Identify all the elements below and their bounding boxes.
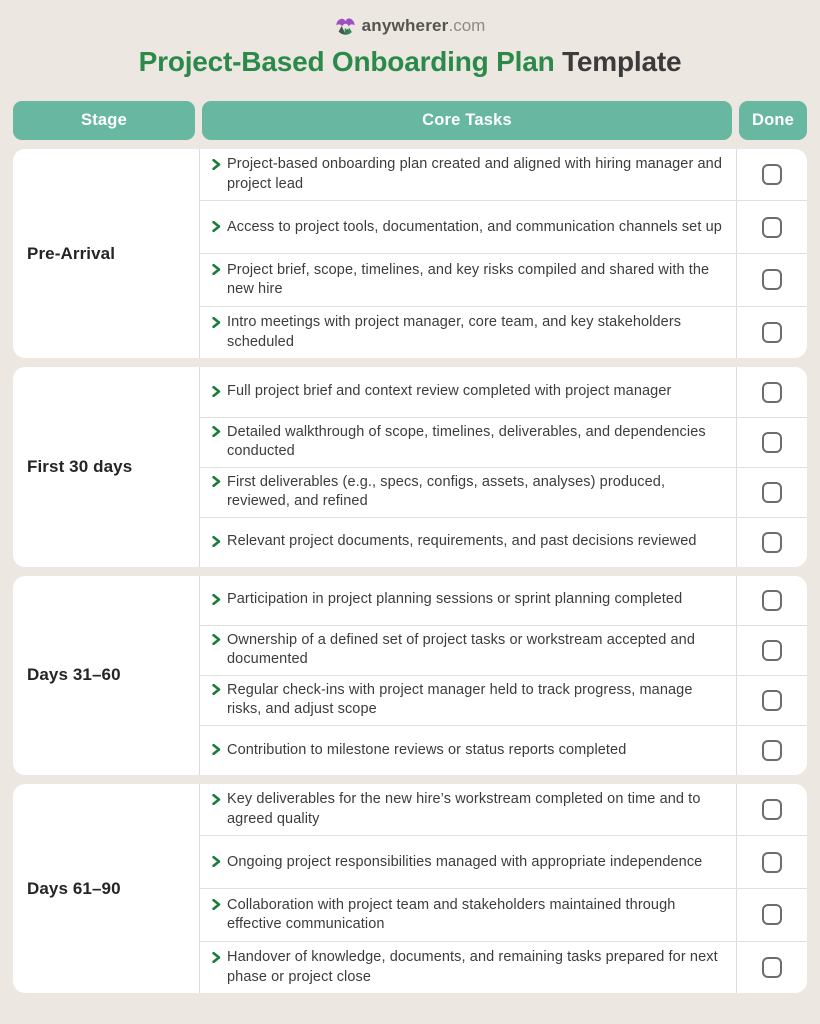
done-cell xyxy=(736,149,807,201)
task-checkbox[interactable] xyxy=(762,432,782,453)
header-done: Done xyxy=(739,101,807,140)
chevron-right-icon xyxy=(212,856,221,867)
task-checkbox[interactable] xyxy=(762,217,782,238)
task-checkbox[interactable] xyxy=(762,904,782,925)
page-title xyxy=(0,47,820,78)
task-cell xyxy=(200,307,736,359)
stage-label: Pre-Arrival xyxy=(13,149,200,359)
logo-brand-text: anywherer xyxy=(361,15,449,35)
task-checkbox[interactable] xyxy=(762,690,782,711)
done-cell xyxy=(736,784,807,836)
task-cell xyxy=(200,254,736,306)
chevron-right-icon xyxy=(212,159,221,170)
task-checkbox[interactable] xyxy=(762,957,782,978)
task-text: Contribution to milestone reviews or status reports completed xyxy=(227,741,627,758)
task-row xyxy=(200,726,807,775)
header-stage: Stage xyxy=(13,101,195,140)
done-cell xyxy=(736,254,807,306)
chevron-right-icon xyxy=(212,952,221,963)
chevron-right-icon xyxy=(212,221,221,232)
task-row xyxy=(200,468,807,518)
task-text: Participation in project planning sessions or sprint planning completed xyxy=(227,591,683,608)
task-list xyxy=(200,784,807,994)
stage-label: First 30 days xyxy=(13,367,200,566)
task-cell xyxy=(200,576,736,625)
task-row xyxy=(200,518,807,567)
task-text: Detailed walkthrough of scope, timelines, deliverables, and dependencies conducted xyxy=(227,423,706,460)
done-cell xyxy=(736,367,807,416)
chevron-right-icon xyxy=(212,594,221,605)
chevron-right-icon xyxy=(212,386,221,397)
task-text: Project-based onboarding plan created and aligned with hiring manager and project lead xyxy=(227,156,722,192)
logo-tld-text: .com xyxy=(448,15,486,35)
done-cell xyxy=(736,201,807,253)
task-row xyxy=(200,254,807,307)
done-cell xyxy=(736,942,807,994)
task-text: Ongoing project responsibilities managed with appropriate independence xyxy=(227,853,703,870)
task-row xyxy=(200,889,807,942)
task-checkbox[interactable] xyxy=(762,640,782,661)
logo xyxy=(0,0,820,36)
task-checkbox[interactable] xyxy=(762,322,782,343)
task-row xyxy=(200,942,807,994)
task-checkbox[interactable] xyxy=(762,852,782,873)
task-checkbox[interactable] xyxy=(762,532,782,553)
task-row xyxy=(200,307,807,359)
task-row xyxy=(200,626,807,676)
done-cell xyxy=(736,836,807,888)
task-text: Project brief, scope, timelines, and key risks compiled and shared with the new hire xyxy=(227,261,710,297)
task-checkbox[interactable] xyxy=(762,740,782,761)
done-cell xyxy=(736,518,807,567)
done-cell xyxy=(736,676,807,725)
task-text: Access to project tools, documentation, and communication channels set up xyxy=(227,218,722,235)
task-row xyxy=(200,676,807,726)
task-cell xyxy=(200,468,736,517)
chevron-right-icon xyxy=(212,476,221,487)
task-cell xyxy=(200,149,736,201)
done-cell xyxy=(736,889,807,941)
stage-label: Days 31–60 xyxy=(13,576,200,775)
section-pre-arrival xyxy=(13,149,807,359)
done-cell xyxy=(736,307,807,359)
task-list xyxy=(200,149,807,359)
task-checkbox[interactable] xyxy=(762,482,782,503)
task-cell xyxy=(200,367,736,416)
task-text: Key deliverables for the new hire’s workstream completed on time and to agreed quality xyxy=(227,791,701,827)
chevron-right-icon xyxy=(212,536,221,547)
chevron-right-icon xyxy=(212,744,221,755)
section-first-30-days xyxy=(13,367,807,566)
task-row xyxy=(200,201,807,254)
task-cell xyxy=(200,942,736,994)
task-cell xyxy=(200,726,736,775)
task-text: Handover of knowledge, documents, and remaining tasks prepared for next phase or project close xyxy=(227,949,718,985)
chevron-right-icon xyxy=(212,794,221,805)
task-text: Collaboration with project team and stakeholders maintained through effective communication xyxy=(227,896,676,932)
task-checkbox[interactable] xyxy=(762,382,782,403)
task-cell xyxy=(200,836,736,888)
section-days-31-60 xyxy=(13,576,807,775)
task-cell xyxy=(200,889,736,941)
task-list xyxy=(200,576,807,775)
task-row xyxy=(200,576,807,626)
table-header xyxy=(13,101,807,140)
task-text: Intro meetings with project manager, core team, and key stakeholders scheduled xyxy=(227,314,682,350)
task-text: First deliverables (e.g., specs, configs, assets, analyses) produced, reviewed, and refined xyxy=(227,473,666,510)
done-cell xyxy=(736,418,807,467)
chevron-right-icon xyxy=(212,264,221,275)
task-text: Full project brief and context review completed with project manager xyxy=(227,383,672,400)
task-row xyxy=(200,418,807,468)
task-text: Regular check-ins with project manager held to track progress, manage risks, and adjust scope xyxy=(227,681,693,718)
chevron-right-icon xyxy=(212,317,221,328)
task-checkbox[interactable] xyxy=(762,590,782,611)
title-highlight: Project-Based Onboarding Plan xyxy=(138,46,555,77)
done-cell xyxy=(736,626,807,675)
task-row xyxy=(200,836,807,889)
stage-label: Days 61–90 xyxy=(13,784,200,994)
task-cell xyxy=(200,201,736,253)
task-text: Relevant project documents, requirements, and past decisions reviewed xyxy=(227,533,697,550)
task-row xyxy=(200,367,807,417)
task-row xyxy=(200,784,807,837)
task-cell xyxy=(200,784,736,836)
task-checkbox[interactable] xyxy=(762,799,782,820)
task-list xyxy=(200,367,807,566)
chevron-right-icon xyxy=(212,684,221,695)
done-cell xyxy=(736,576,807,625)
task-cell xyxy=(200,518,736,567)
task-cell xyxy=(200,626,736,675)
section-days-61-90 xyxy=(13,784,807,994)
task-cell xyxy=(200,676,736,725)
title-rest: Template xyxy=(562,46,682,77)
chevron-right-icon xyxy=(212,634,221,645)
task-text: Ownership of a defined set of project tasks or workstream accepted and documented xyxy=(227,631,696,668)
header-core-tasks: Core Tasks xyxy=(202,101,732,140)
task-row xyxy=(200,149,807,202)
chevron-right-icon xyxy=(212,899,221,910)
task-cell xyxy=(200,418,736,467)
done-cell xyxy=(736,468,807,517)
task-checkbox[interactable] xyxy=(762,269,782,290)
task-checkbox[interactable] xyxy=(762,164,782,185)
anywherer-logo-icon xyxy=(335,15,356,36)
chevron-right-icon xyxy=(212,426,221,437)
done-cell xyxy=(736,726,807,775)
